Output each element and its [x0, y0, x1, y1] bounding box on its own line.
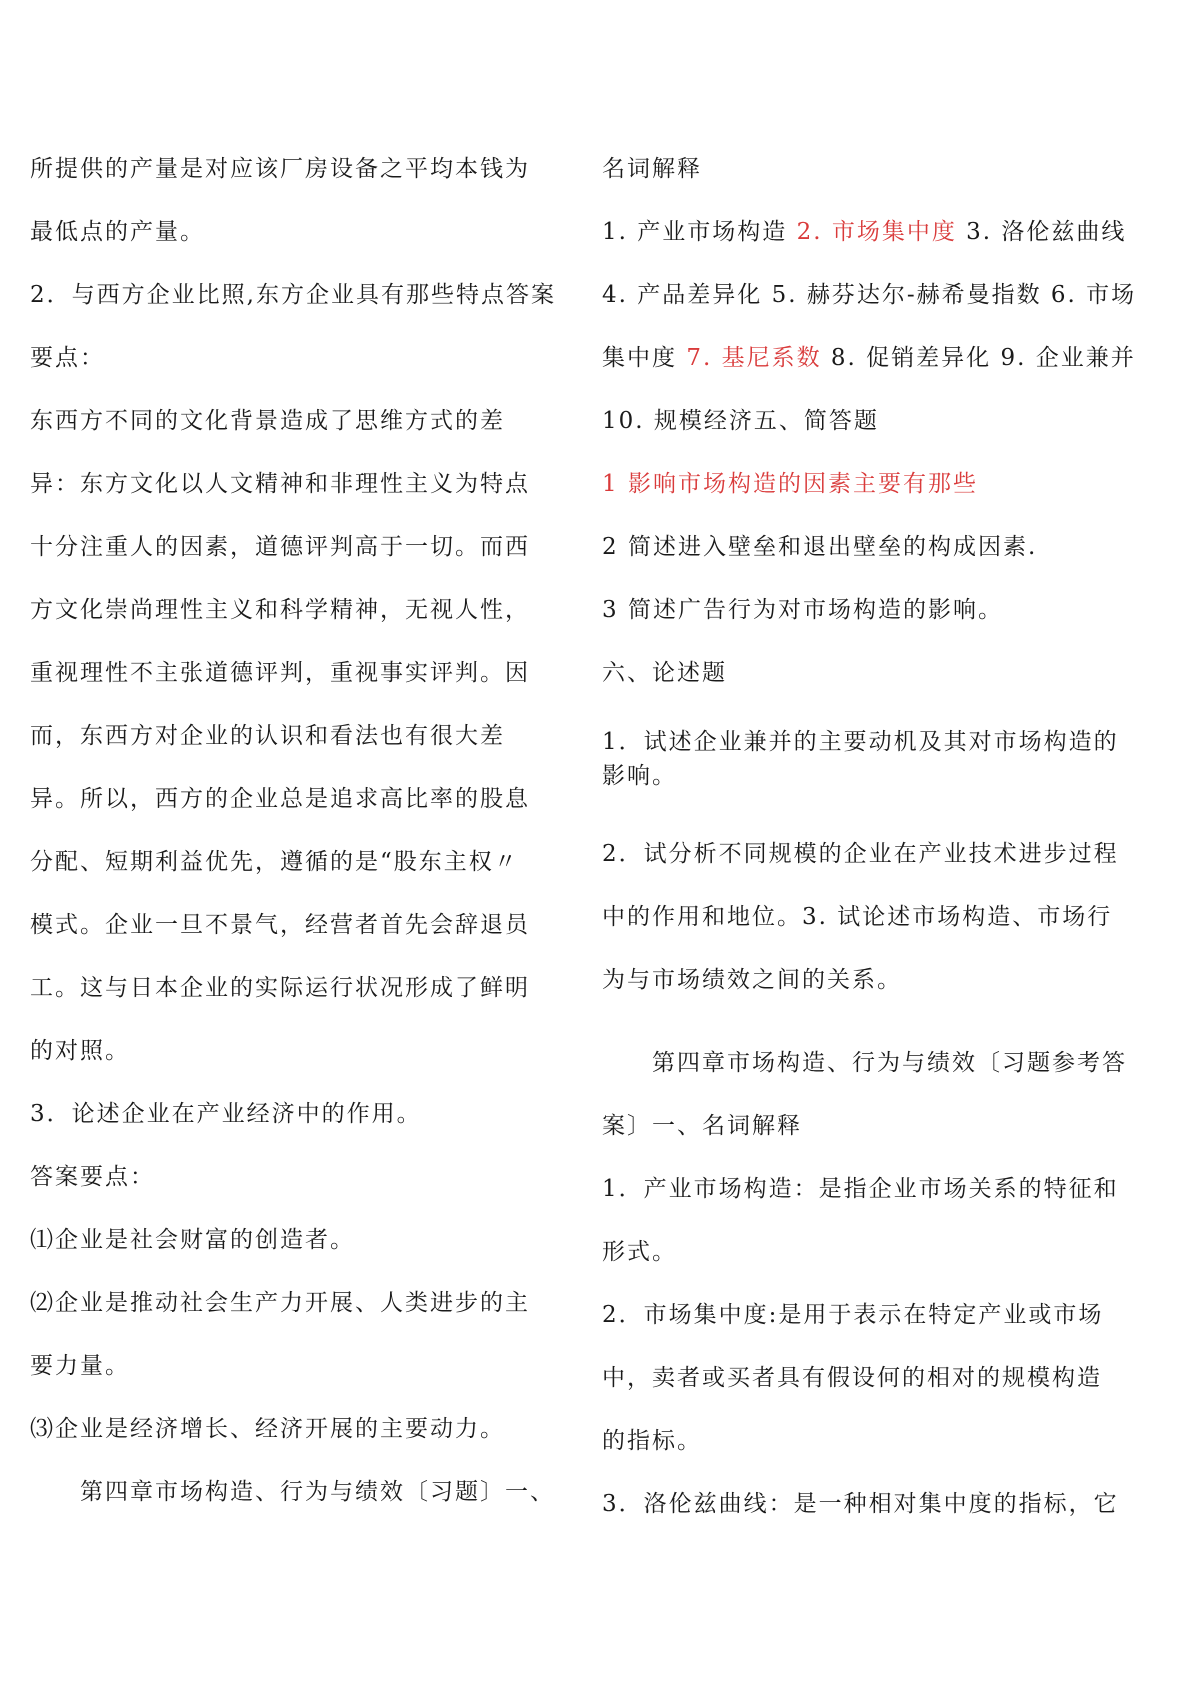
left-line-17: 答案要点：: [30, 1164, 155, 1190]
left-line-4: 要点：: [30, 345, 105, 371]
left-line-16: 3．论述企业在产业经济中的作用。: [30, 1101, 422, 1127]
terms-line-2: 4. 产品差异化 5. 赫芬达尔-赫希曼指数 6. 市场: [602, 282, 1137, 308]
answer-3a: 3．洛伦兹曲线：是一种相对集中度的指标，它: [602, 1491, 1119, 1517]
terms-line-3: [602, 327, 1162, 390]
essay-question-1b: 影响。: [602, 763, 677, 789]
left-line-14: 工。这与日本企业的实际运行状况形成了鲜明: [30, 975, 530, 1001]
left-line-2: 最低点的产量。: [30, 219, 205, 245]
left-line-9: 重视理性不主张道德评判，重视事实评判。因: [30, 660, 530, 686]
spacer: [602, 705, 1162, 725]
essay-question-2a: 2．试分析不同规模的企业在产业技术进步过程: [602, 841, 1119, 867]
terms-line-1-c: 3. 洛伦兹曲线: [956, 219, 1127, 245]
essay-question-2b: 中的作用和地位。3. 试论述市场构造、市场行: [602, 904, 1113, 930]
essay-section-heading: 六、论述题: [602, 660, 727, 686]
spacer: [602, 1012, 1162, 1032]
left-line-7: 十分注重人的因素，道德评判高于一切。而西: [30, 534, 530, 560]
left-column: [30, 138, 590, 1524]
answer-2b: 中，卖者或买者具有假设何的相对的规模构造: [602, 1365, 1102, 1391]
left-line-11: 异。所以，西方的企业总是追求高比率的股息: [30, 786, 530, 812]
answer-1b: 形式。: [602, 1239, 677, 1265]
left-line-10: 而，东西方对企业的认识和看法也有很大差: [30, 723, 505, 749]
left-line-19: ⑵企业是推动社会生产力开展、人类进步的主: [30, 1290, 530, 1316]
left-line-22: 第四章市场构造、行为与绩效〔习题〕一、: [80, 1479, 555, 1505]
short-question-3: 3 简述广告行为对市场构造的影响。: [602, 597, 1003, 623]
left-line-5: 东西方不同的文化背景造成了思维方式的差: [30, 408, 505, 434]
terms-line-3-c: 8. 促销差异化 9. 企业兼并: [821, 345, 1136, 371]
terms-line-4: 10. 规模经济五、简答题: [602, 408, 879, 434]
terms-line-3-highlight: 7. 基尼系数: [686, 345, 822, 371]
left-line-3: 2．与西方企业比照,东方企业具有那些特点答案: [30, 282, 556, 308]
terms-line-3-a: 集中度: [602, 345, 687, 371]
left-line-20: 要力量。: [30, 1353, 130, 1379]
answer-1a: 1．产业市场构造：是指企业市场关系的特征和: [602, 1176, 1119, 1202]
answer-2a: 2．市场集中度:是用于表示在特定产业或市场: [602, 1302, 1104, 1328]
right-column: [602, 138, 1162, 1536]
left-line-15: 的对照。: [30, 1038, 130, 1064]
left-line-21: ⑶企业是经济增长、经济开展的主要动力。: [30, 1416, 505, 1442]
terms-line-1-highlight: 2. 市场集中度: [796, 219, 957, 245]
essay-question-1a: 1．试述企业兼并的主要动机及其对市场构造的: [602, 729, 1119, 755]
answer-2c: 的指标。: [602, 1428, 702, 1454]
short-question-1: 1 影响市场构造的因素主要有那些: [602, 471, 978, 497]
terms-line-1: [602, 201, 1162, 264]
left-line-8: 方文化崇尚理性主义和科学精神，无视人性，: [30, 597, 530, 623]
left-line-1: 所提供的产量是对应该厂房设备之平均本钱为: [30, 156, 530, 182]
answers-title-a: 第四章市场构造、行为与绩效〔习题参考答: [652, 1050, 1127, 1076]
answers-title-b: 案〕一、名词解释: [602, 1113, 802, 1139]
left-line-13: 模式。企业一旦不景气，经营者首先会辞退员: [30, 912, 530, 938]
left-line-12: 分配、短期利益优先，遵循的是“股东主权〃: [30, 849, 519, 875]
glossary-heading: 名词解释: [602, 156, 702, 182]
essay-question-2c: 为与市场绩效之间的关系。: [602, 967, 902, 993]
left-line-18: ⑴企业是社会财富的创造者。: [30, 1227, 355, 1253]
left-line-6: 异：东方文化以人文精神和非理性主义为特点: [30, 471, 530, 497]
short-question-2: 2 简述进入壁垒和退出壁垒的构成因素.: [602, 534, 1038, 560]
terms-line-1-a: 1. 产业市场构造: [602, 219, 797, 245]
